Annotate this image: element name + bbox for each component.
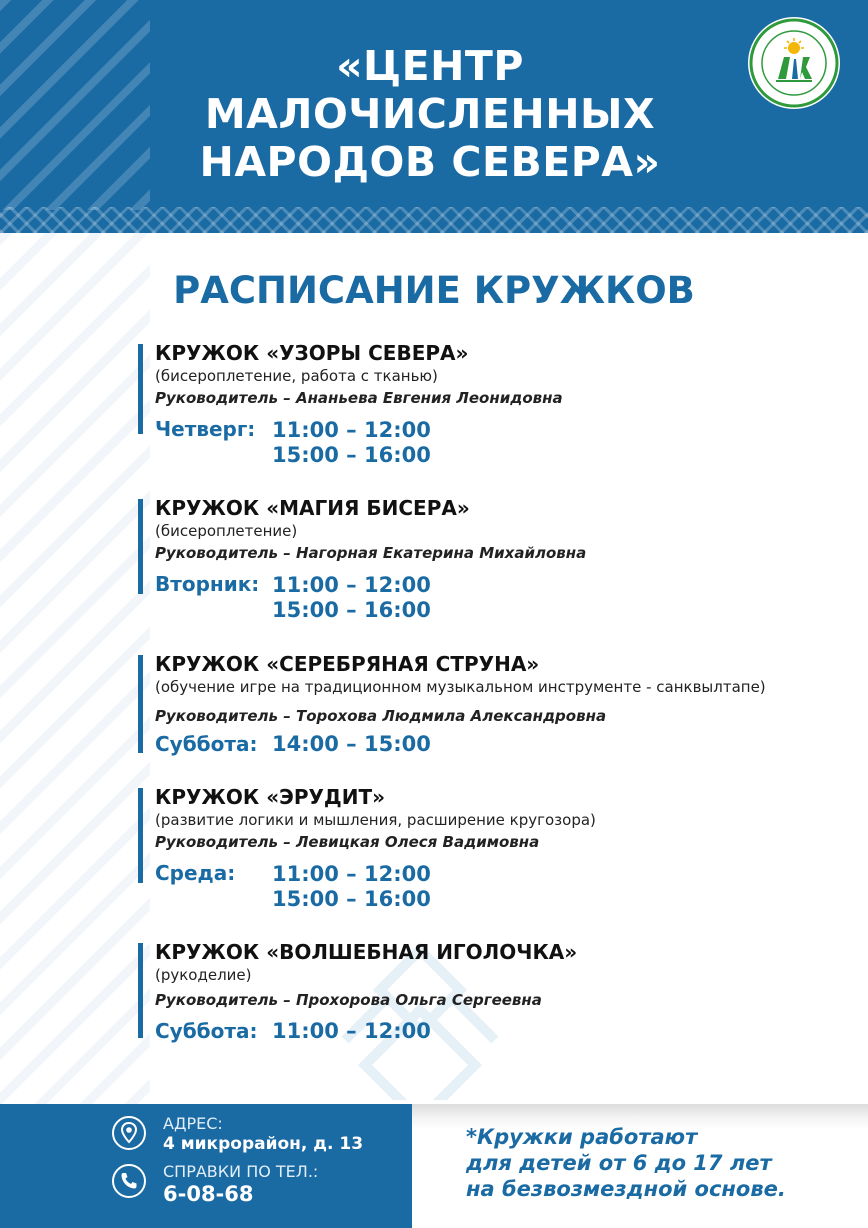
club-time-slot: 11:00 – 12:00 (272, 418, 431, 442)
address-label: АДРЕС: (163, 1114, 223, 1133)
club-name: КРУЖОК «МАГИЯ БИСЕРА» (155, 496, 470, 520)
club-name: КРУЖОК «СЕРЕБРЯНАЯ СТРУНА» (155, 652, 540, 676)
title-line-3: НАРОДОВ СЕВЕРА» (199, 138, 661, 186)
note-line-3: на безвозмездной основе. (466, 1177, 786, 1201)
club-accent-bar (138, 788, 143, 883)
club-name: КРУЖОК «ВОЛШЕБНАЯ ИГОЛОЧКА» (155, 940, 578, 964)
club-card-erudit (138, 784, 863, 914)
club-day: Среда: (155, 861, 236, 885)
club-day: Четверг: (155, 417, 256, 441)
club-day: Суббота: (155, 1019, 258, 1043)
club-time-slot: 14:00 – 15:00 (272, 732, 431, 756)
header-stripes-decoration (0, 0, 150, 210)
phone-label: СПРАВКИ ПО ТЕЛ.: (163, 1162, 319, 1181)
club-time-slot: 11:00 – 12:00 (272, 862, 431, 886)
club-name: КРУЖОК «ЭРУДИТ» (155, 785, 386, 809)
footer-contacts-panel (0, 1104, 412, 1228)
club-leader: Руководитель – Прохорова Ольга Сергеевна (155, 991, 542, 1009)
club-description: (развитие логики и мышления, расширение кругозора) (155, 811, 596, 829)
title-line-2: МАЛОЧИСЛЕННЫХ (204, 90, 656, 138)
phone-value: 6-08-68 (163, 1182, 254, 1206)
club-time-slot: 11:00 – 12:00 (272, 573, 431, 597)
header-ornament-band (0, 207, 868, 233)
background-stripes-decoration (0, 233, 150, 1113)
club-accent-bar (138, 655, 143, 753)
title-line-1: «ЦЕНТР (336, 42, 524, 90)
club-leader: Руководитель – Нагорная Екатерина Михайловна (155, 544, 587, 562)
club-day: Суббота: (155, 732, 258, 756)
club-leader: Руководитель – Ананьева Евгения Леонидовна (155, 389, 563, 407)
note-line-1: *Кружки работают (466, 1125, 698, 1149)
club-description: (бисероплетение) (155, 522, 298, 540)
club-leader: Руководитель – Левицкая Олеся Вадимовна (155, 833, 540, 851)
header-banner (0, 0, 868, 233)
club-time-slot: 15:00 – 16:00 (272, 887, 431, 911)
club-accent-bar (138, 499, 143, 594)
schedule-heading: РАСПИСАНИЕ КРУЖКОВ (173, 269, 695, 312)
club-card-volshebnaya-igolochka (138, 939, 863, 1049)
club-card-magiya-bisera (138, 495, 863, 625)
page-title (130, 42, 730, 186)
note-line-2: для детей от 6 до 17 лет (466, 1151, 772, 1175)
center-logo (748, 17, 840, 109)
location-pin-icon (112, 1116, 146, 1150)
club-accent-bar (138, 943, 143, 1038)
logo-emblem-icon (748, 17, 840, 109)
club-description: (бисероплетение, работа с тканью) (155, 367, 438, 385)
free-of-charge-note (466, 1124, 856, 1202)
club-description: (обучение игре на традиционном музыкальном инструменте - санквылтапе) (155, 678, 766, 696)
club-day: Вторник: (155, 572, 260, 596)
club-time-slot: 15:00 – 16:00 (272, 443, 431, 467)
club-accent-bar (138, 344, 143, 434)
club-card-uzory-severa (138, 340, 863, 470)
club-time-slot: 15:00 – 16:00 (272, 598, 431, 622)
club-name: КРУЖОК «УЗОРЫ СЕВЕРА» (155, 341, 469, 365)
club-description: (рукоделие) (155, 966, 252, 984)
club-time-slot: 11:00 – 12:00 (272, 1019, 431, 1043)
club-leader: Руководитель – Торохова Людмила Александровна (155, 707, 607, 725)
address-value: 4 микрорайон, д. 13 (163, 1134, 364, 1154)
phone-icon (112, 1164, 146, 1198)
club-card-serebryanaya-struna (138, 651, 863, 761)
